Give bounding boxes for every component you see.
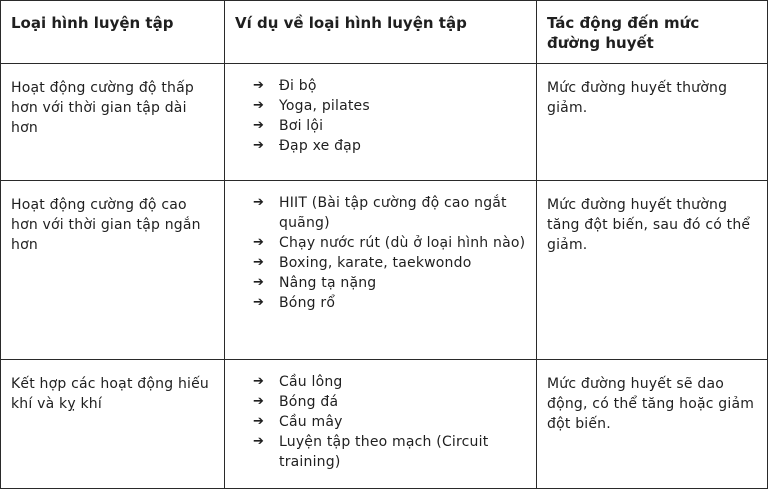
examples-cell <box>225 360 537 489</box>
header-examples: Ví dụ về loại hình luyện tập <box>225 1 537 64</box>
header-glucose-effect: Tác động đến mức đường huyết <box>537 1 768 64</box>
example-text: Bơi lội <box>279 118 324 134</box>
list-item <box>253 136 526 156</box>
glucose-effect-cell: Mức đường huyết sẽ dao động, có thể tăng hoặc giảm đột biến. <box>537 360 768 489</box>
example-text: Bóng rổ <box>279 295 336 311</box>
list-item <box>253 372 526 392</box>
list-item <box>253 116 526 136</box>
examples-cell <box>225 181 537 360</box>
arrow-right-icon: ➔ <box>253 118 265 133</box>
list-item <box>253 273 526 293</box>
arrow-right-icon: ➔ <box>253 275 265 290</box>
header-exercise-type: Loại hình luyện tập <box>1 1 225 64</box>
table-row <box>1 181 768 360</box>
list-item <box>253 76 526 96</box>
example-text: Cầu lông <box>279 374 343 390</box>
arrow-right-icon: ➔ <box>253 78 265 93</box>
example-text: Nâng tạ nặng <box>279 275 377 291</box>
arrow-right-icon: ➔ <box>253 255 265 270</box>
exercise-type-cell: Kết hợp các hoạt động hiếu khí và kỵ khí <box>1 360 225 489</box>
table-header-row <box>1 1 768 64</box>
glucose-effect-cell: Mức đường huyết thường giảm. <box>537 64 768 181</box>
arrow-right-icon: ➔ <box>253 138 265 153</box>
example-text: Đạp xe đạp <box>279 138 362 154</box>
arrow-right-icon: ➔ <box>253 195 265 210</box>
list-item <box>253 293 526 313</box>
exercise-type-cell: Hoạt động cường độ thấp hơn với thời gian tập dài hơn <box>1 64 225 181</box>
examples-cell <box>225 64 537 181</box>
arrow-right-icon: ➔ <box>253 98 265 113</box>
arrow-right-icon: ➔ <box>253 235 265 250</box>
exercise-type-cell: Hoạt động cường độ cao hơn với thời gian tập ngắn hơn <box>1 181 225 360</box>
arrow-right-icon: ➔ <box>253 434 265 449</box>
glucose-effect-cell: Mức đường huyết thường tăng đột biến, sau đó có thể giảm. <box>537 181 768 360</box>
list-item <box>253 392 526 412</box>
list-item <box>253 193 526 233</box>
example-text: Luyện tập theo mạch (Circuit training) <box>279 434 489 470</box>
table-row <box>1 360 768 489</box>
table-row <box>1 64 768 181</box>
list-item <box>253 253 526 273</box>
example-text: Chạy nước rút (dù ở loại hình nào) <box>279 235 526 251</box>
example-text: Yoga, pilates <box>279 98 370 114</box>
example-text: HIIT (Bài tập cường độ cao ngắt quãng) <box>279 195 507 231</box>
examples-list <box>253 372 526 472</box>
list-item <box>253 233 526 253</box>
arrow-right-icon: ➔ <box>253 295 265 310</box>
arrow-right-icon: ➔ <box>253 374 265 389</box>
examples-list <box>253 193 526 313</box>
arrow-right-icon: ➔ <box>253 414 265 429</box>
example-text: Boxing, karate, taekwondo <box>279 255 472 271</box>
example-text: Bóng đá <box>279 394 339 410</box>
list-item <box>253 432 526 472</box>
arrow-right-icon: ➔ <box>253 394 265 409</box>
examples-list <box>253 76 526 156</box>
example-text: Cầu mây <box>279 414 343 430</box>
list-item <box>253 412 526 432</box>
example-text: Đi bộ <box>279 78 317 94</box>
list-item <box>253 96 526 116</box>
